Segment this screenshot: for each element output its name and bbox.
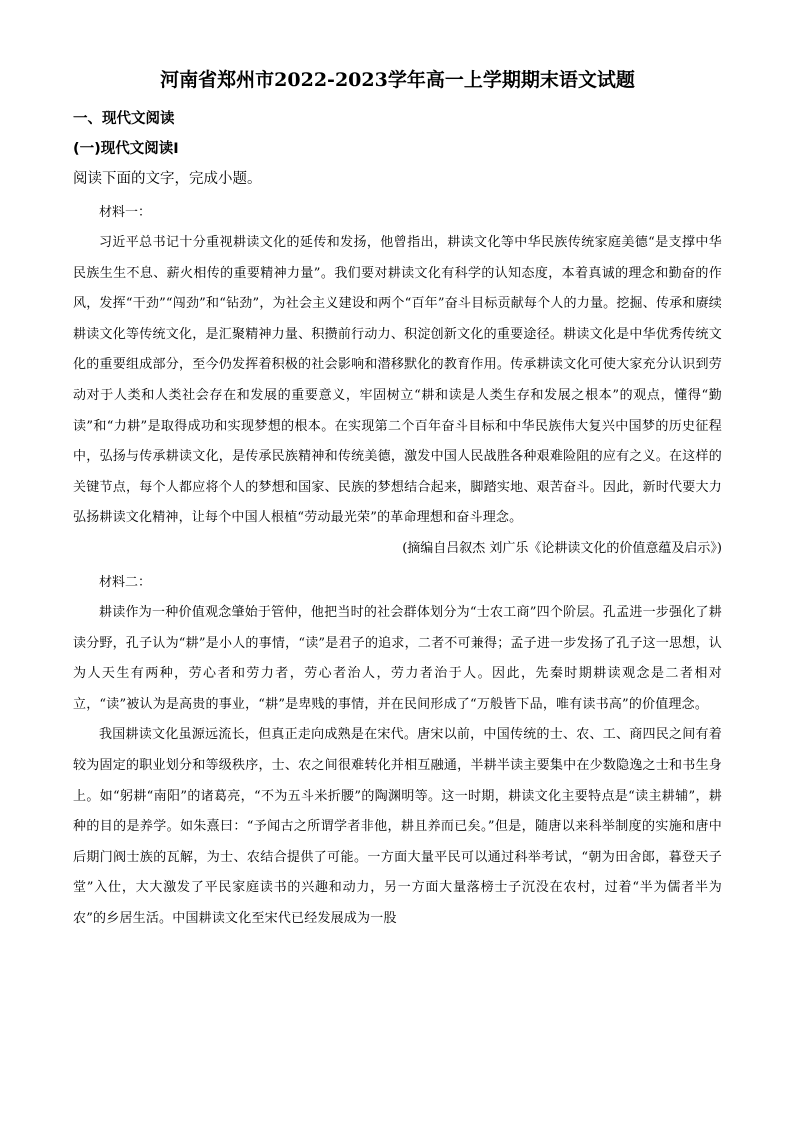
material-1-label: 材料一：: [99, 205, 152, 220]
material-2-label: 材料二：: [99, 574, 152, 590]
page-title: 河南省郑州市2022-2023学年高一上学期期末语文试题: [160, 69, 635, 91]
material-1-source: (摘编自吕叙杰 刘广乐《论耕读文化的价值意蕴及启示》): [402, 540, 722, 556]
material-2-paragraph-1: 耕读作为一种价值观念肇始于管仲，他把当时的社会群体划分为“士农工商”四个阶层。孔孟进一步强化了耕读分野，孔子认为“耕”是小人的事情，“读”是君子的追求，二者不可兼得；孟子进一步发扬了孔子这一思想，认为人天生有两种，劳心者和劳力者，劳心者治人，劳力者治于人。因此，先秦时期耕读观念是二者相对立，“读”被认为是高贵的事业，“耕”是卑贱的事情，并在民间形成了“万般皆下品，唯有读书高”的价值理念。: [73, 604, 722, 712]
subsection-heading: (一)现代文阅读Ⅰ: [73, 141, 179, 157]
reading-instruction: 阅读下面的文字，完成小题。: [73, 171, 262, 187]
material-2-paragraph-2: 我国耕读文化虽源远流长，但真正走向成熟是在宋代。唐宋以前，中国传统的士、农、工、商四民之间有着较为固定的职业划分和等级秩序，士、农之间很难转化并相互融通，半耕半读主要集中在少数隐逸之士和书生身上。如“躬耕“南阳”的诸葛亮，“不为五斗米折腰”的陶渊明等。这一时期，耕读文化主要特点是“读主耕辅”，耕种的目的是养学。如朱熹曰：“予闻古之所谓学者非他，耕且养而已矣。”但是，随唐以来科举制度的实施和唐中后期门阀士族的瓦解，为士、农结合提供了可能。一方面大量平民可以通过科举考试，“朝为田舍郎，暮登天子堂”入仕，大大激发了平民家庭读书的兴趣和动力，另一方面大量落榜士子沉没在农村，过着“半为儒者半为农”的乡居生活。中国耕读文化至宋代已经发展成为一股: [73, 727, 722, 926]
section-heading: 一、现代文阅读: [73, 111, 175, 127]
material-1-paragraph: 习近平总书记十分重视耕读文化的延传和发扬，他曾指出，耕读文化等中华民族传统家庭美德“是支撑中华民族生生不息、薪火相传的重要精神力量”。我们要对耕读文化有科学的认知态度，本着真诚的理念和勤奋的作风，发挥“干劲”“闯劲”和“钻劲”，为社会主义建设和两个“百年”奋斗目标贡献每个人的力量。挖掘、传承和赓续耕读文化等传统文化，是汇聚精神力量、积攒前行动力、积淀创新文化的重要途径。耕读文化是中华优秀传统文化的重要组成部分，至今仍发挥着积极的社会影响和潜移默化的教育作用。传承耕读文化可使大家充分认识到劳动对于人类和人类社会存在和发展的重要意义，牢固树立“耕和读是人类生存和发展之根本”的观点，懂得“勤读”和“力耕”是取得成功和实现梦想的根本。在实现第二个百年奋斗目标和中华民族伟大复兴中国梦的历史征程中，弘扬与传承耕读文化，是传承民族精神和传统美德，激发中国人民战胜各种艰难险阻的应有之义。在这样的关键节点，每个人都应将个人的梦想和国家、民族的梦想结合起来，脚踏实地、艰苦奋斗。因此，新时代要大力弘扬耕读文化精神，让每个中国人根植“劳动最光荣”的革命理想和奋斗理念。: [73, 235, 722, 526]
